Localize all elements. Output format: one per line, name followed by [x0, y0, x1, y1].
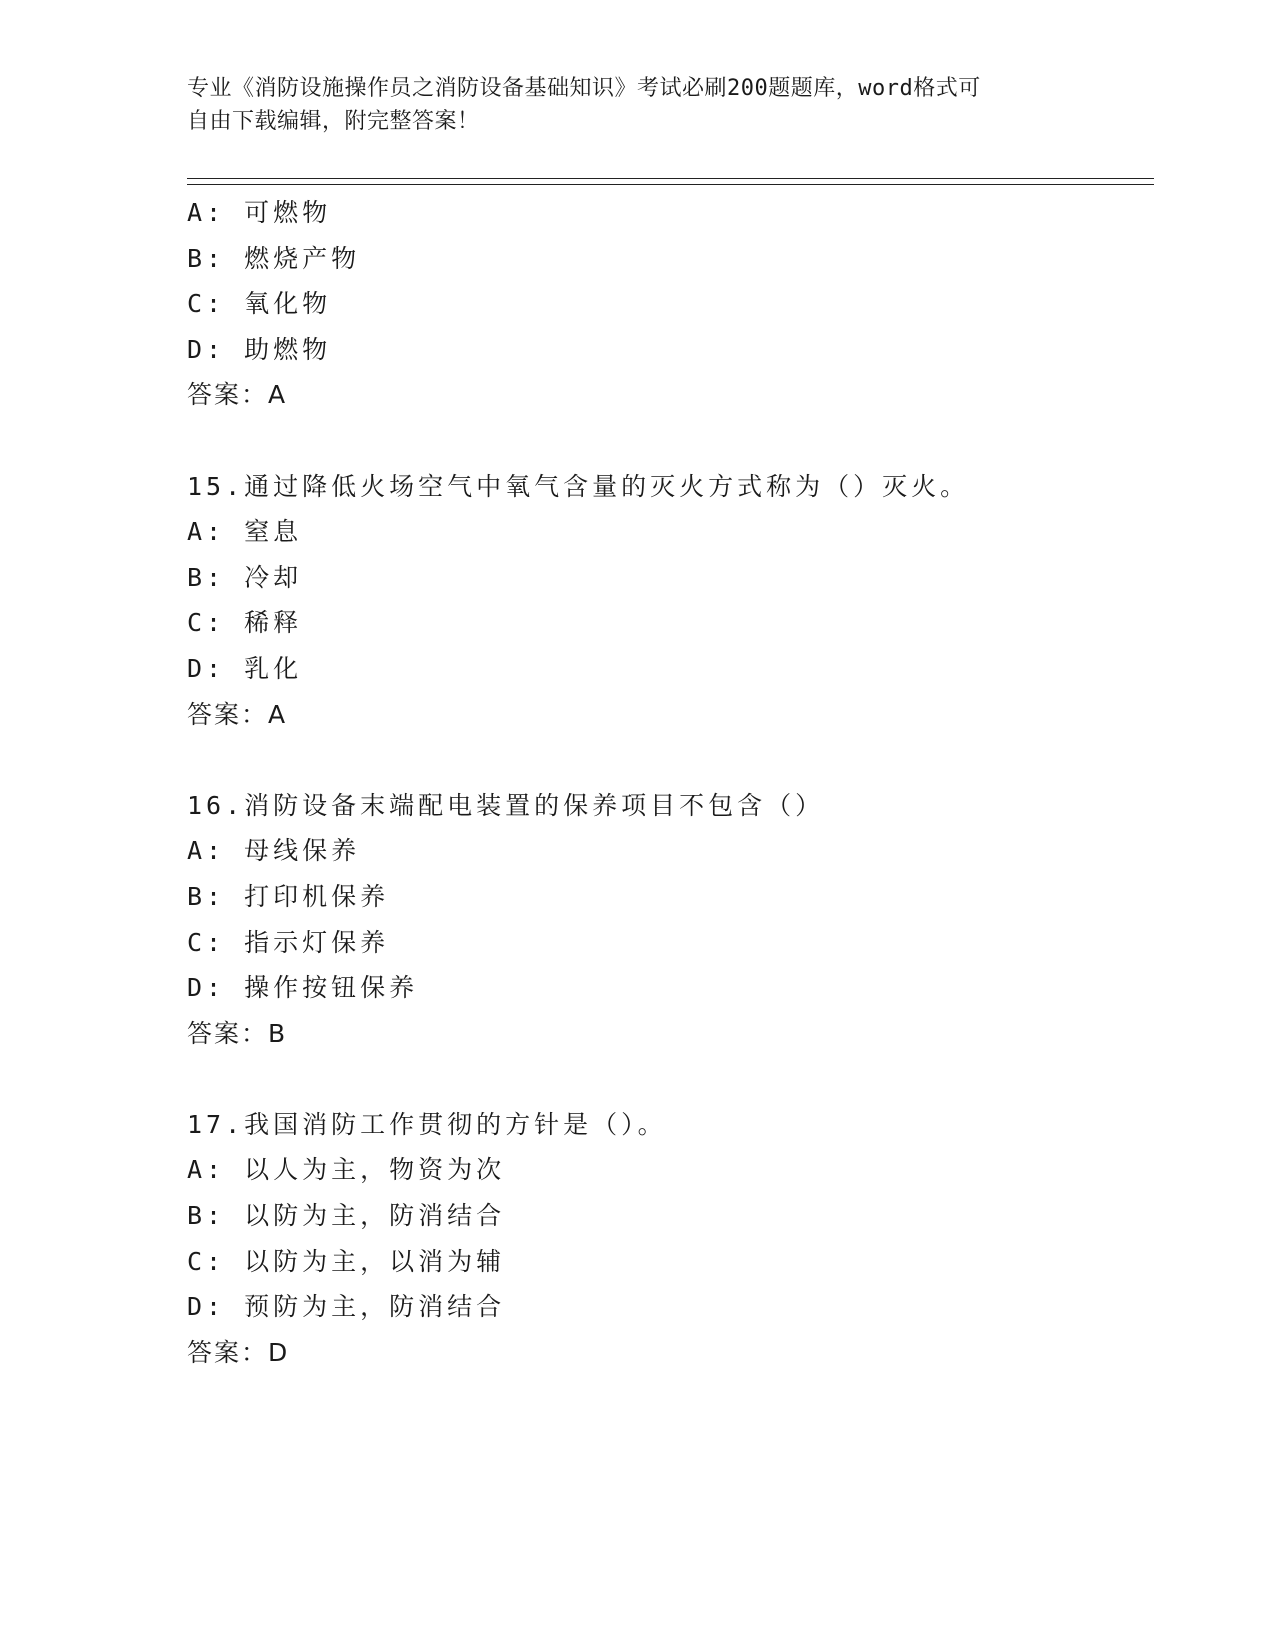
option-b: B: 以防为主，防消结合: [187, 1201, 506, 1231]
header-divider: [187, 178, 1154, 185]
question-block-15: [187, 464, 1147, 738]
question-block-16: [187, 783, 1147, 1057]
option-b: B: 冷却: [187, 562, 303, 592]
option-c: C: 稀释: [187, 608, 303, 638]
header-line-2: 自由下载编辑，附完整答案！: [187, 109, 480, 134]
answer-line: 答案：D: [187, 1337, 290, 1367]
spacer: [187, 1056, 1147, 1102]
option-d: D: 预防为主，防消结合: [187, 1292, 506, 1322]
header-line-1: 专业《消防设施操作员之消防设备基础知识》考试必刷200题题库，word格式可: [187, 76, 981, 101]
question-text: 17.我国消防工作贯彻的方针是（）。: [187, 1109, 667, 1139]
answer-line: 答案：A: [187, 380, 288, 410]
question-text: 15.通过降低火场空气中氧气含量的灭火方式称为（）灭火。: [187, 471, 970, 501]
option-d: D: 助燃物: [187, 334, 332, 364]
option-d: D: 乳化: [187, 653, 303, 683]
option-c: C: 氧化物: [187, 289, 332, 319]
option-a: A: 以人为主，物资为次: [187, 1155, 506, 1185]
question-block-14: [187, 190, 1147, 418]
question-text: 16.消防设备末端配电装置的保养项目不包含（）: [187, 790, 825, 820]
answer-line: 答案：A: [187, 699, 288, 729]
page-header: [187, 72, 1067, 138]
question-block-17: [187, 1102, 1147, 1376]
option-b: B: 打印机保养: [187, 881, 390, 911]
option-a: A: 窒息: [187, 517, 303, 547]
question-list: [187, 190, 1147, 1375]
option-a: A: 母线保养: [187, 836, 361, 866]
answer-line: 答案：B: [187, 1018, 288, 1048]
option-b: B: 燃烧产物: [187, 243, 361, 273]
option-c: C: 指示灯保养: [187, 927, 390, 957]
option-a: A: 可燃物: [187, 198, 332, 227]
option-d: D: 操作按钮保养: [187, 973, 419, 1003]
option-c: C: 以防为主，以消为辅: [187, 1246, 506, 1276]
spacer: [187, 737, 1147, 783]
spacer: [187, 418, 1147, 464]
